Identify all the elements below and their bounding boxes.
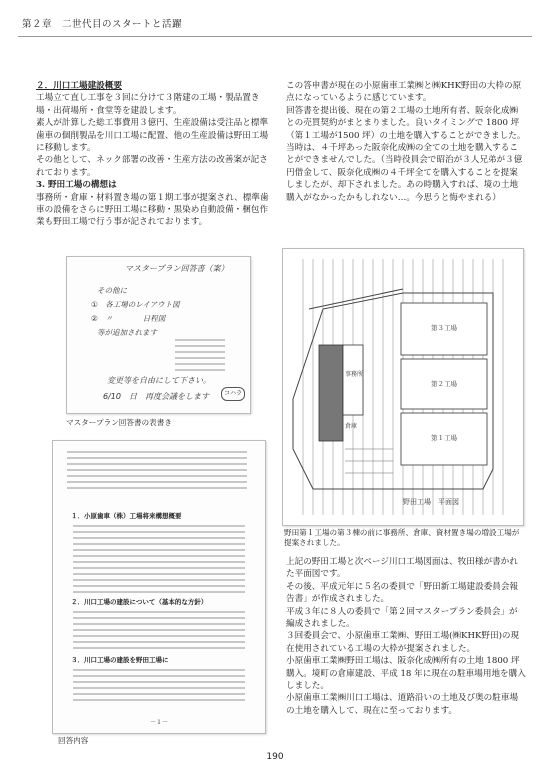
- right-para-8: 小原歯車工業㈱野田工場は、阪奈化成㈱所有の土地 1800 坪購入。境町の倉庫建設、平成 18 年に現在の駐車場用地を購入しました。: [286, 656, 526, 692]
- answer-intro-lines: [67, 447, 247, 493]
- answer-section-2: ２．川口工場の建設について（基本的な方針）: [71, 598, 208, 606]
- cover-note-3: ② 〃 日程図: [91, 314, 166, 323]
- left-para-1: 工場立て直し工事を３回に分けて３階建の工場・製品置き場・出荷場所・食堂等を建設します。: [36, 93, 260, 116]
- master-plan-cover-sheet: [66, 256, 251, 414]
- cover-note-4: 等が追加されます: [97, 328, 157, 337]
- right-para-4: 上記の野田工場と次ページ川口工場図面は、牧田様が書かれた平面図です。: [286, 557, 518, 580]
- left-para-4: 事務所・倉庫・材料置き場の第１期工事が提案され、標準歯車の設備をさらに野田工場に移動・黒染め自動設備・梱包作業も野田工場で行う事が記されております。: [36, 192, 269, 228]
- plan-label-office: 事務所: [345, 371, 364, 378]
- section-heading-noda: 3. 野田工場の構想は: [36, 180, 117, 191]
- right-para-2: 回答書を提出後、現在の第２工場の土地所有者、阪奈化成㈱との売買契約がまとまりました。良いタイミングで 1800 坪（第１工場が1500 坪）の土地を購入することができました。: [286, 105, 526, 141]
- answer-section-1-lines: [73, 521, 245, 597]
- left-para-2: 素人が計算した総工事費用３億円、生産設備は受注品と標準歯車の個削製品を川口工場に配置、他の生産設備は野田工場に移動します。: [36, 118, 269, 154]
- floor-plan-drawing: [283, 249, 523, 525]
- right-para-6: 平成３年に８人の委員で「第２回マスタープラン委員会」が編成されました。: [286, 606, 518, 630]
- answer-section-3-lines: [73, 665, 245, 705]
- plan-label-factory-1: 第１工場: [431, 434, 457, 442]
- page-number: 190: [266, 752, 284, 762]
- plan-label-factory-3: 第３工場: [431, 324, 457, 332]
- header-rule: [18, 36, 532, 37]
- plan-title: 野田工場 平面図: [403, 498, 459, 506]
- cover-stamp: コハラ: [221, 387, 245, 401]
- left-text-column: [36, 80, 270, 229]
- caption-noda-plan: 野田第１工場の第３棟の前に事務所、倉庫、資材置き場の増設工場が提案されました。: [284, 528, 520, 547]
- answer-contents-sheet: [52, 440, 266, 734]
- right-para-3: 当時は、４千坪あった阪奈化成㈱の全ての土地を購入することができませんでした。（当時役員会で昭治が３人兄弟が３億円借金して、阪奈化成㈱の４千坪全てを購入することを提案しましたが、却下されました。あの時購入すれば、境の土地購入がなかったかもしれない…。今思うと悔やまれる）: [286, 143, 523, 203]
- chapter-header: 第２章 二世代目のスタートと活躍: [22, 19, 183, 30]
- plan-label-warehouse: 倉庫: [345, 423, 358, 430]
- cover-typed-lines: [175, 335, 225, 375]
- right-text-upper: [286, 80, 526, 204]
- cover-note-1: その他に: [97, 286, 127, 295]
- cover-note-2: ① 各工場のレイアウト図: [91, 300, 180, 309]
- right-para-1: この答申書が現在の小原歯車工業㈱と㈱KHK野田の大枠の原点になっているように感じています。: [286, 81, 522, 104]
- answer-section-3: ３．川口工場の建設を野田工場に: [71, 656, 169, 664]
- right-para-5: その後、平成元年に５名の委員で「野田新工場建設委員会報告書」が作成されました。: [286, 581, 519, 605]
- caption-master-plan: マスタープラン回答書の表書き: [66, 418, 172, 427]
- answer-section-2-lines: [73, 607, 245, 653]
- cover-note-6: 6/10 日 再度会議をします: [103, 392, 209, 401]
- right-text-lower: [286, 556, 526, 717]
- answer-section-1: １．小原歯車（株）工場将来構想概要: [71, 512, 182, 520]
- cover-note-5: 変更等を自由にして下さい。: [107, 376, 211, 385]
- left-para-3: その他として、ネック部署の改善・生産方法の改善案が記されております。: [36, 155, 268, 178]
- right-para-9: 小原歯車工業㈱川口工場は、道路沿いの土地及び奥の駐車場の土地を購入して、現在に至っております。: [286, 693, 519, 716]
- cover-title: マスタープラン回答書（案）: [125, 264, 229, 273]
- section-heading-kawaguchi: ２．川口工場建設概要: [36, 81, 122, 91]
- right-para-7: ３回委員会で、小原歯車工業㈱、野田工場(㈱KHK野田)の現在使用されている工場の大枠が提案されました。: [286, 631, 520, 654]
- answer-footer: －１－: [149, 719, 168, 726]
- caption-answer-contents: 回答内容: [58, 736, 89, 745]
- noda-floor-plan: [282, 248, 524, 526]
- plan-label-factory-2: 第２工場: [431, 380, 457, 388]
